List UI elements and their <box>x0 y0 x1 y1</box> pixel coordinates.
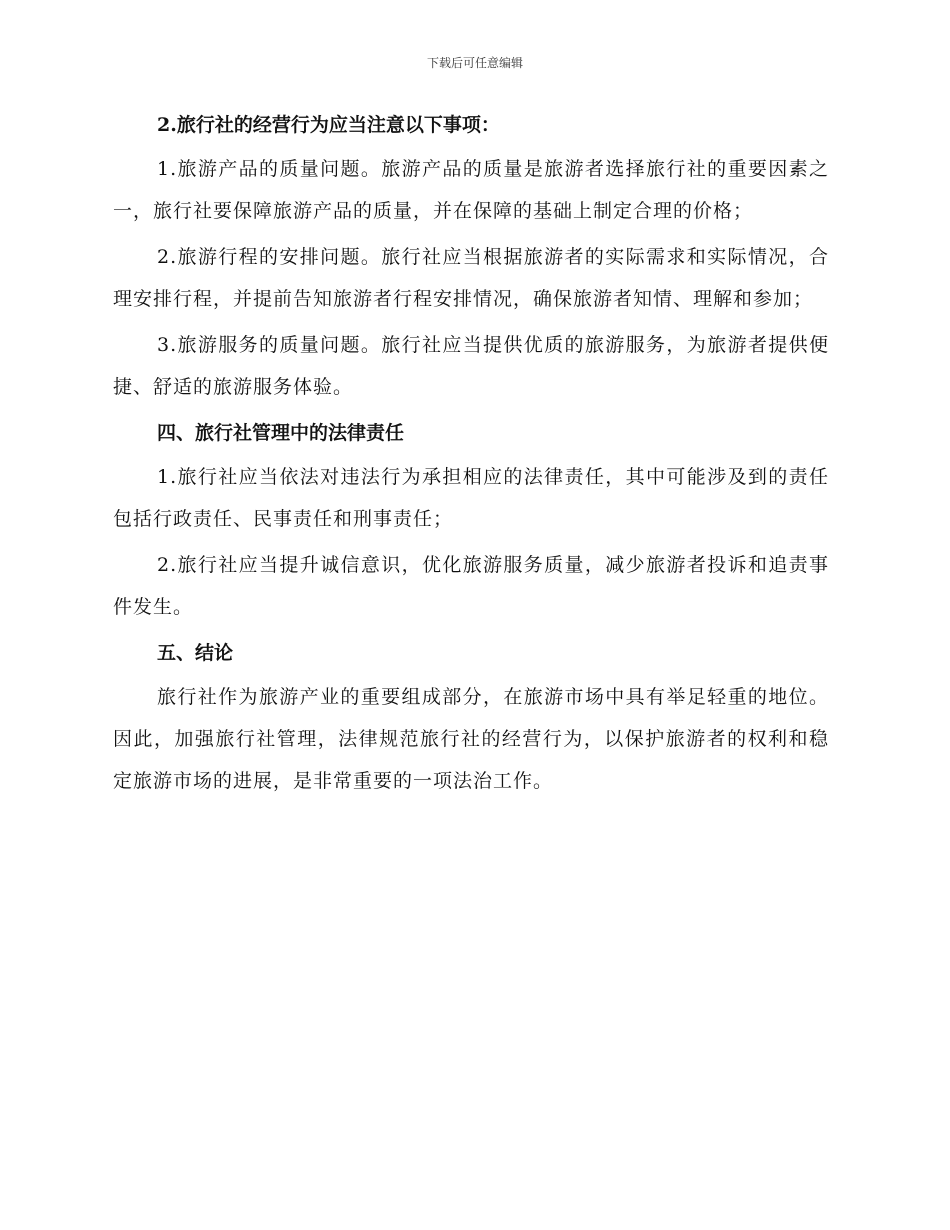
paragraph-liability-types: 1.旅行社应当依法对违法行为承担相应的法律责任，其中可能涉及到的责任包括行政责任、民事责任和刑事责任； <box>113 466 829 530</box>
paragraph-conclusion: 旅行社作为旅游产业的重要组成部分，在旅游市场中具有举足轻重的地位。因此，加强旅行社管理，法律规范旅行社的经营行为，以保护旅游者的权利和稳定旅游市场的进展，是非常重要的一项法治工作。 <box>113 686 829 792</box>
paragraph-itinerary: 2.旅游行程的安排问题。旅行社应当根据旅游者的实际需求和实际情况，合理安排行程，并提前告知旅游者行程安排情况，确保旅游者知情、理解和参加； <box>113 246 829 310</box>
section-heading-conclusion: 五、结论 <box>157 642 234 664</box>
section-heading-legal-liability: 四、旅行社管理中的法律责任 <box>157 422 405 444</box>
page-header: 下载后可任意编辑 <box>426 56 523 70</box>
document-body <box>113 104 829 806</box>
paragraph-service-quality: 3.旅游服务的质量问题。旅行社应当提供优质的旅游服务，为旅游者提供便捷、舒适的旅游服务体验。 <box>113 334 829 398</box>
section-heading-business-conduct: 2.旅行社的经营行为应当注意以下事项： <box>157 114 500 136</box>
paragraph-integrity: 2.旅行社应当提升诚信意识，优化旅游服务质量，减少旅游者投诉和追责事件发生。 <box>113 554 829 618</box>
paragraph-product-quality: 1.旅游产品的质量问题。旅游产品的质量是旅游者选择旅行社的重要因素之一，旅行社要保障旅游产品的质量，并在保障的基础上制定合理的价格； <box>113 158 829 222</box>
